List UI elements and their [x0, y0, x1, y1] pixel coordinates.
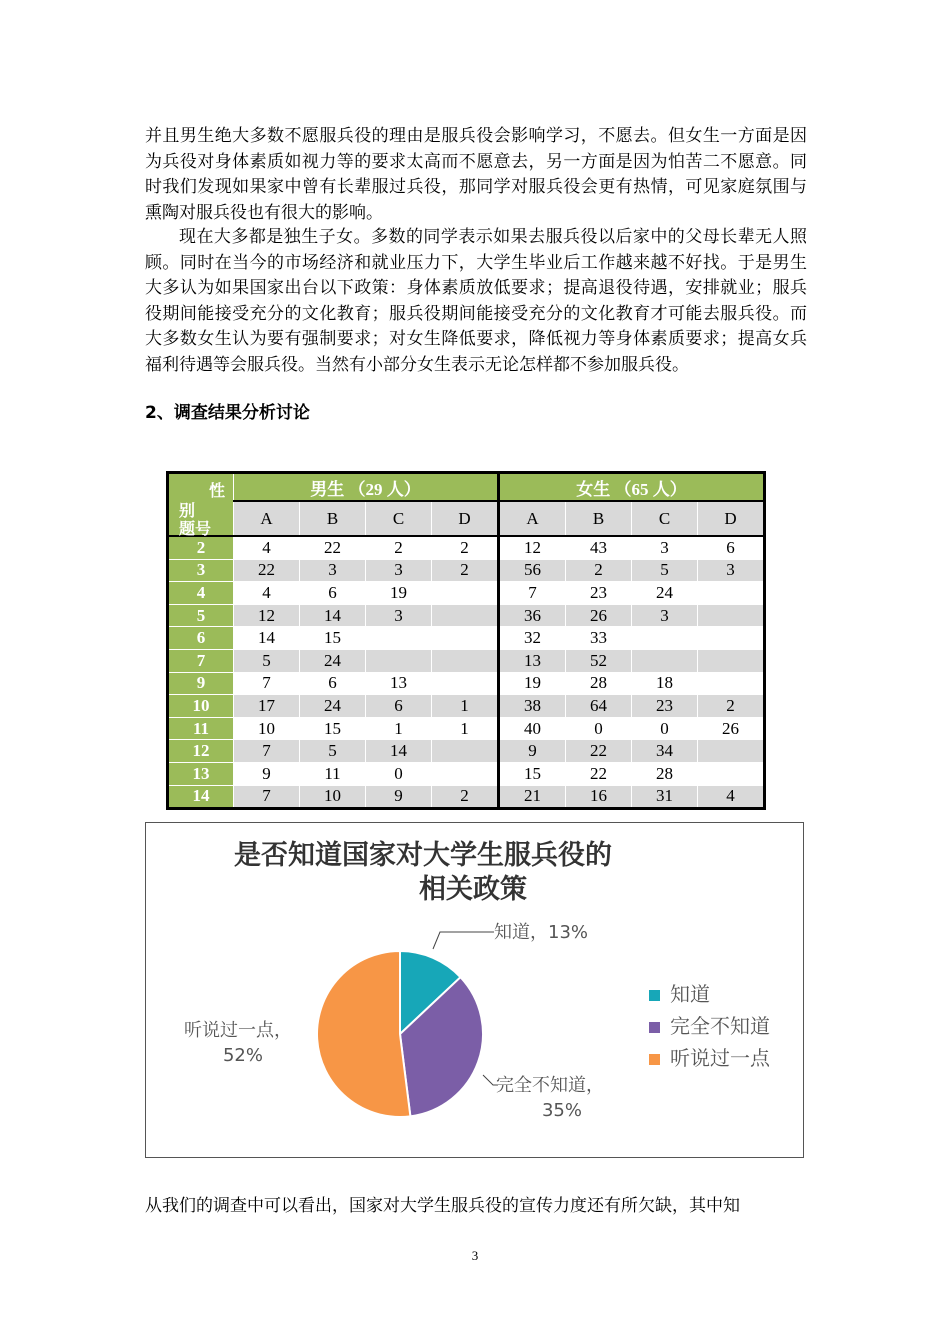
female-option-header: D [698, 501, 765, 536]
table-row [168, 536, 765, 559]
female-count-cell: 2 [566, 559, 632, 582]
female-count-cell: 13 [499, 649, 566, 672]
male-count-cell [432, 604, 499, 627]
pie-slice-2 [317, 951, 410, 1117]
female-count-cell: 26 [566, 604, 632, 627]
legend-label-1: 完全不知道 [670, 1014, 770, 1038]
male-count-cell [432, 672, 499, 695]
female-count-cell: 28 [566, 672, 632, 695]
question-number-cell: 4 [168, 582, 234, 605]
female-count-cell: 52 [566, 649, 632, 672]
male-count-cell: 5 [234, 649, 300, 672]
question-number-cell: 9 [168, 672, 234, 695]
male-count-cell: 1 [366, 717, 432, 740]
table-row [168, 582, 765, 605]
legend-swatch-1 [649, 1022, 660, 1033]
pie-chart [145, 822, 804, 1158]
male-count-cell: 3 [366, 604, 432, 627]
table-row [168, 649, 765, 672]
male-count-cell: 2 [432, 785, 499, 809]
male-count-cell: 3 [300, 559, 366, 582]
female-count-cell: 12 [499, 536, 566, 559]
male-count-cell: 15 [300, 717, 366, 740]
chart-title-line-2: 相关政策 [419, 874, 527, 905]
survey-results-table [166, 471, 766, 810]
female-count-cell: 64 [566, 695, 632, 718]
male-count-cell: 15 [300, 627, 366, 650]
male-count-cell: 19 [366, 582, 432, 605]
paragraph-2: 现在大多都是独生子女。多数的同学表示如果去服兵役以后家中的父母长辈无人照顾。同时在当今的市场经济和就业压力下，大学生毕业后工作越来越不好找。于是男生大多认为如果国家出台以下政策：身体素质放低要求；提高退役待遇，安排就业；服兵役期间能接受充分的文化教育；服兵役期间能接受充分的文化教育才可能去服兵役。而大多数女生认为要有强制要求；对女生降低要求，降低视力等身体素质要求；提高女兵福利待遇等会服兵役。当然有小部分女生表示无论怎样都不参加服兵役。 [145, 227, 807, 375]
corner-label-gender-2: 别 [179, 501, 196, 520]
paragraph-3: 从我们的调查中可以看出，国家对大学生服兵役的宣传力度还有所欠缺，其中知 [145, 1196, 740, 1216]
table-row [168, 559, 765, 582]
male-count-cell: 7 [234, 785, 300, 809]
male-count-cell: 13 [366, 672, 432, 695]
male-count-cell: 2 [432, 559, 499, 582]
question-number-cell: 7 [168, 649, 234, 672]
male-count-cell: 14 [366, 740, 432, 763]
female-count-cell: 31 [632, 785, 698, 809]
male-count-cell: 7 [234, 672, 300, 695]
female-count-cell [698, 762, 765, 785]
legend-swatch-2 [649, 1054, 660, 1065]
male-count-cell: 2 [366, 536, 432, 559]
male-count-cell [432, 649, 499, 672]
data-label-percent-2: 52% [222, 1045, 264, 1066]
legend-label-2: 听说过一点 [670, 1046, 770, 1070]
female-count-cell: 38 [499, 695, 566, 718]
male-count-cell: 1 [432, 695, 499, 718]
male-count-cell: 6 [300, 582, 366, 605]
legend-swatch-0 [649, 990, 660, 1001]
male-count-cell [432, 627, 499, 650]
question-number-cell: 11 [168, 717, 234, 740]
female-count-cell: 3 [698, 559, 765, 582]
male-option-header: C [366, 501, 432, 536]
female-count-cell [698, 649, 765, 672]
page-number: 3 [471, 1248, 479, 1263]
female-count-cell: 3 [632, 604, 698, 627]
data-label-1: 完全不知道， [496, 1075, 604, 1096]
female-count-cell [632, 627, 698, 650]
male-count-cell: 5 [300, 740, 366, 763]
male-count-cell [366, 627, 432, 650]
male-count-cell: 2 [432, 536, 499, 559]
male-count-cell: 4 [234, 582, 300, 605]
corner-label-question: 题号 [179, 519, 212, 538]
female-count-cell: 15 [499, 762, 566, 785]
female-count-cell: 6 [698, 536, 765, 559]
male-count-cell: 6 [300, 672, 366, 695]
question-number-cell: 5 [168, 604, 234, 627]
chart-legend [649, 982, 771, 1070]
male-count-cell: 0 [366, 762, 432, 785]
section-heading: 2、调查结果分析讨论 [145, 403, 310, 423]
male-count-cell: 14 [234, 627, 300, 650]
table-row [168, 717, 765, 740]
female-count-cell: 21 [499, 785, 566, 809]
female-count-cell [698, 582, 765, 605]
question-number-cell: 3 [168, 559, 234, 582]
female-count-cell: 24 [632, 582, 698, 605]
male-count-cell: 9 [234, 762, 300, 785]
female-count-cell: 33 [566, 627, 632, 650]
question-number-cell: 10 [168, 695, 234, 718]
male-count-cell: 22 [300, 536, 366, 559]
female-count-cell [698, 627, 765, 650]
female-count-cell: 2 [698, 695, 765, 718]
female-count-cell: 28 [632, 762, 698, 785]
table-row [168, 740, 765, 763]
chart-title-line-1: 是否知道国家对大学生服兵役的 [234, 840, 612, 871]
female-count-cell: 0 [632, 717, 698, 740]
female-count-cell: 32 [499, 627, 566, 650]
female-count-cell: 40 [499, 717, 566, 740]
female-option-header: A [499, 501, 566, 536]
male-group-header: 男生 （29 人） [234, 473, 499, 502]
female-count-cell: 9 [499, 740, 566, 763]
male-count-cell: 10 [234, 717, 300, 740]
paragraph-1: 并且男生绝大多数不愿服兵役的理由是服兵役会影响学习，不愿去。但女生一方面是因为兵役对身体素质如视力等的要求太高而不愿意去，另一方面是因为怕苦二不愿意。同时我们发现如果家中曾有长辈服过兵役，那同学对服兵役会更有热情，可见家庭氛围与熏陶对服兵役也有很大的影响。 [145, 126, 807, 223]
female-count-cell: 22 [566, 762, 632, 785]
female-group-header: 女生 （65 人） [499, 473, 765, 502]
question-number-cell: 12 [168, 740, 234, 763]
female-count-cell: 26 [698, 717, 765, 740]
leader-line-0 [433, 932, 494, 949]
table-corner-header [168, 473, 234, 537]
question-number-cell: 14 [168, 785, 234, 809]
female-count-cell: 43 [566, 536, 632, 559]
female-count-cell: 23 [566, 582, 632, 605]
question-number-cell: 2 [168, 536, 234, 559]
female-count-cell: 7 [499, 582, 566, 605]
female-count-cell: 36 [499, 604, 566, 627]
male-count-cell: 17 [234, 695, 300, 718]
table-row [168, 672, 765, 695]
table-row [168, 604, 765, 627]
male-count-cell: 12 [234, 604, 300, 627]
female-count-cell: 23 [632, 695, 698, 718]
male-count-cell: 7 [234, 740, 300, 763]
male-count-cell [366, 649, 432, 672]
male-count-cell [432, 582, 499, 605]
male-count-cell: 24 [300, 695, 366, 718]
male-option-header: A [234, 501, 300, 536]
female-option-header: B [566, 501, 632, 536]
male-count-cell [432, 740, 499, 763]
male-count-cell [432, 762, 499, 785]
male-option-header: D [432, 501, 499, 536]
female-count-cell: 34 [632, 740, 698, 763]
female-option-header: C [632, 501, 698, 536]
female-count-cell [698, 672, 765, 695]
legend-label-0: 知道 [670, 982, 710, 1006]
female-count-cell: 3 [632, 536, 698, 559]
pie-chart-svg [146, 823, 805, 1159]
male-count-cell: 24 [300, 649, 366, 672]
table-row [168, 785, 765, 809]
female-count-cell: 22 [566, 740, 632, 763]
female-count-cell [698, 604, 765, 627]
data-label-2: 听说过一点， [184, 1020, 292, 1041]
female-count-cell: 56 [499, 559, 566, 582]
male-count-cell: 1 [432, 717, 499, 740]
table-row [168, 762, 765, 785]
data-label-percent-1: 35% [541, 1100, 583, 1121]
male-count-cell: 14 [300, 604, 366, 627]
table-row [168, 695, 765, 718]
female-count-cell: 5 [632, 559, 698, 582]
corner-label-gender-1: 性 [208, 481, 225, 500]
question-number-cell: 13 [168, 762, 234, 785]
female-count-cell: 19 [499, 672, 566, 695]
table-row [168, 627, 765, 650]
male-option-header: B [300, 501, 366, 536]
data-label-0: 知道，13% [494, 922, 589, 943]
male-count-cell: 22 [234, 559, 300, 582]
pie-slices [184, 922, 604, 1121]
question-number-cell: 6 [168, 627, 234, 650]
male-count-cell: 10 [300, 785, 366, 809]
male-count-cell: 11 [300, 762, 366, 785]
female-count-cell [698, 740, 765, 763]
female-count-cell: 16 [566, 785, 632, 809]
male-count-cell: 9 [366, 785, 432, 809]
female-count-cell: 0 [566, 717, 632, 740]
female-count-cell [632, 649, 698, 672]
male-count-cell: 4 [234, 536, 300, 559]
female-count-cell: 18 [632, 672, 698, 695]
male-count-cell: 3 [366, 559, 432, 582]
male-count-cell: 6 [366, 695, 432, 718]
female-count-cell: 4 [698, 785, 765, 809]
